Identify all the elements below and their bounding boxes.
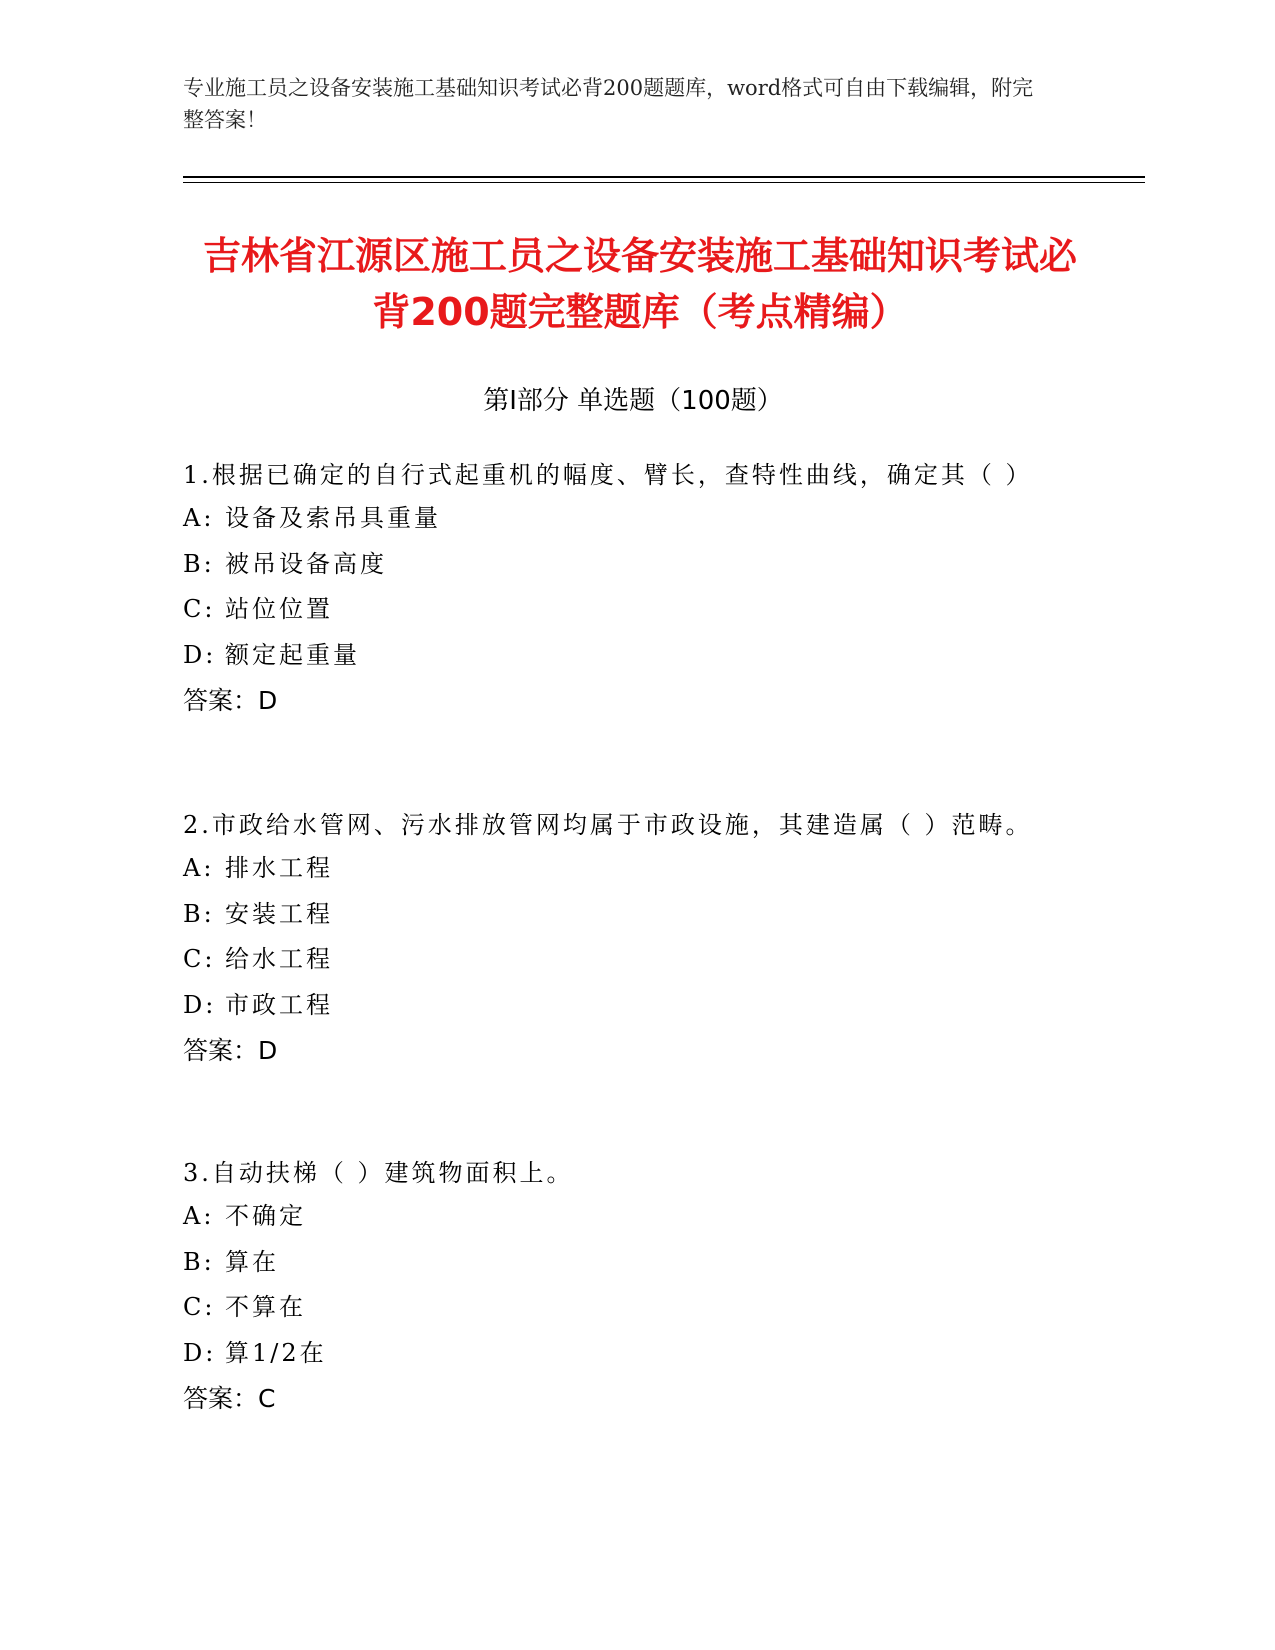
option-text: 不算在 [225,1293,306,1321]
option-d [183,983,1063,1029]
section-heading: 第I部分 单选题（100题） [483,386,783,416]
answer-line: 答案：D [183,686,278,715]
option-text: 额定起重量 [225,640,360,669]
option-text: 安装工程 [225,899,333,928]
option-b [183,892,1063,938]
option-text: 设备及索吊具重量 [225,504,441,532]
option-text: 排水工程 [225,854,333,882]
question-stem: 3.自动扶梯（ ）建筑物面积上。 [183,1159,574,1187]
option-text: 算在 [225,1247,279,1276]
option-letter: A: [183,504,215,532]
option-a [183,1194,1063,1240]
option-letter: C: [183,595,216,623]
option-letter: B: [183,549,215,578]
option-c [183,1285,1063,1331]
option-b [183,1240,1063,1286]
answer-line: 答案：D [183,1036,278,1065]
question-3 [183,1152,1063,1422]
option-a [183,846,1063,892]
option-d [183,633,1063,679]
option-letter: C: [183,945,216,973]
question-stem: 2.市政给水管网、污水排放管网均属于市政设施，其建造属（ ）范畴。 [183,811,1033,839]
option-c [183,937,1063,983]
question-stem: 1.根据已确定的自行式起重机的幅度、臂长，查特性曲线，确定其（ ） [183,461,1033,489]
option-letter: A: [183,1202,215,1230]
option-a [183,496,1063,542]
option-letter: C: [183,1293,216,1321]
header-divider-thin [183,182,1145,183]
option-text: 不确定 [225,1202,306,1230]
question-1 [183,454,1063,724]
option-b [183,542,1063,588]
option-text: 站位位置 [225,595,333,623]
option-text: 给水工程 [225,945,333,973]
header-note: 专业施工员之设备安装施工基础知识考试必背200题题库，word格式可自由下载编辑，附完整答案！ [183,76,1034,132]
option-letter: A: [183,854,215,882]
option-d [183,1331,1063,1377]
option-letter: D: [183,1338,217,1367]
option-letter: D: [183,640,217,669]
answer-line: 答案：C [183,1384,276,1413]
option-text: 市政工程 [225,990,333,1019]
option-text: 被吊设备高度 [225,549,387,578]
option-letter: D: [183,990,217,1019]
document-title: 吉林省江源区施工员之设备安装施工基础知识考试必背200题完整题库（考点精编） [202,234,1077,334]
option-text: 算1/2在 [225,1338,327,1367]
header-divider-thick [183,176,1145,178]
option-letter: B: [183,899,215,928]
option-c [183,587,1063,633]
question-2 [183,804,1063,1074]
option-letter: B: [183,1247,215,1276]
